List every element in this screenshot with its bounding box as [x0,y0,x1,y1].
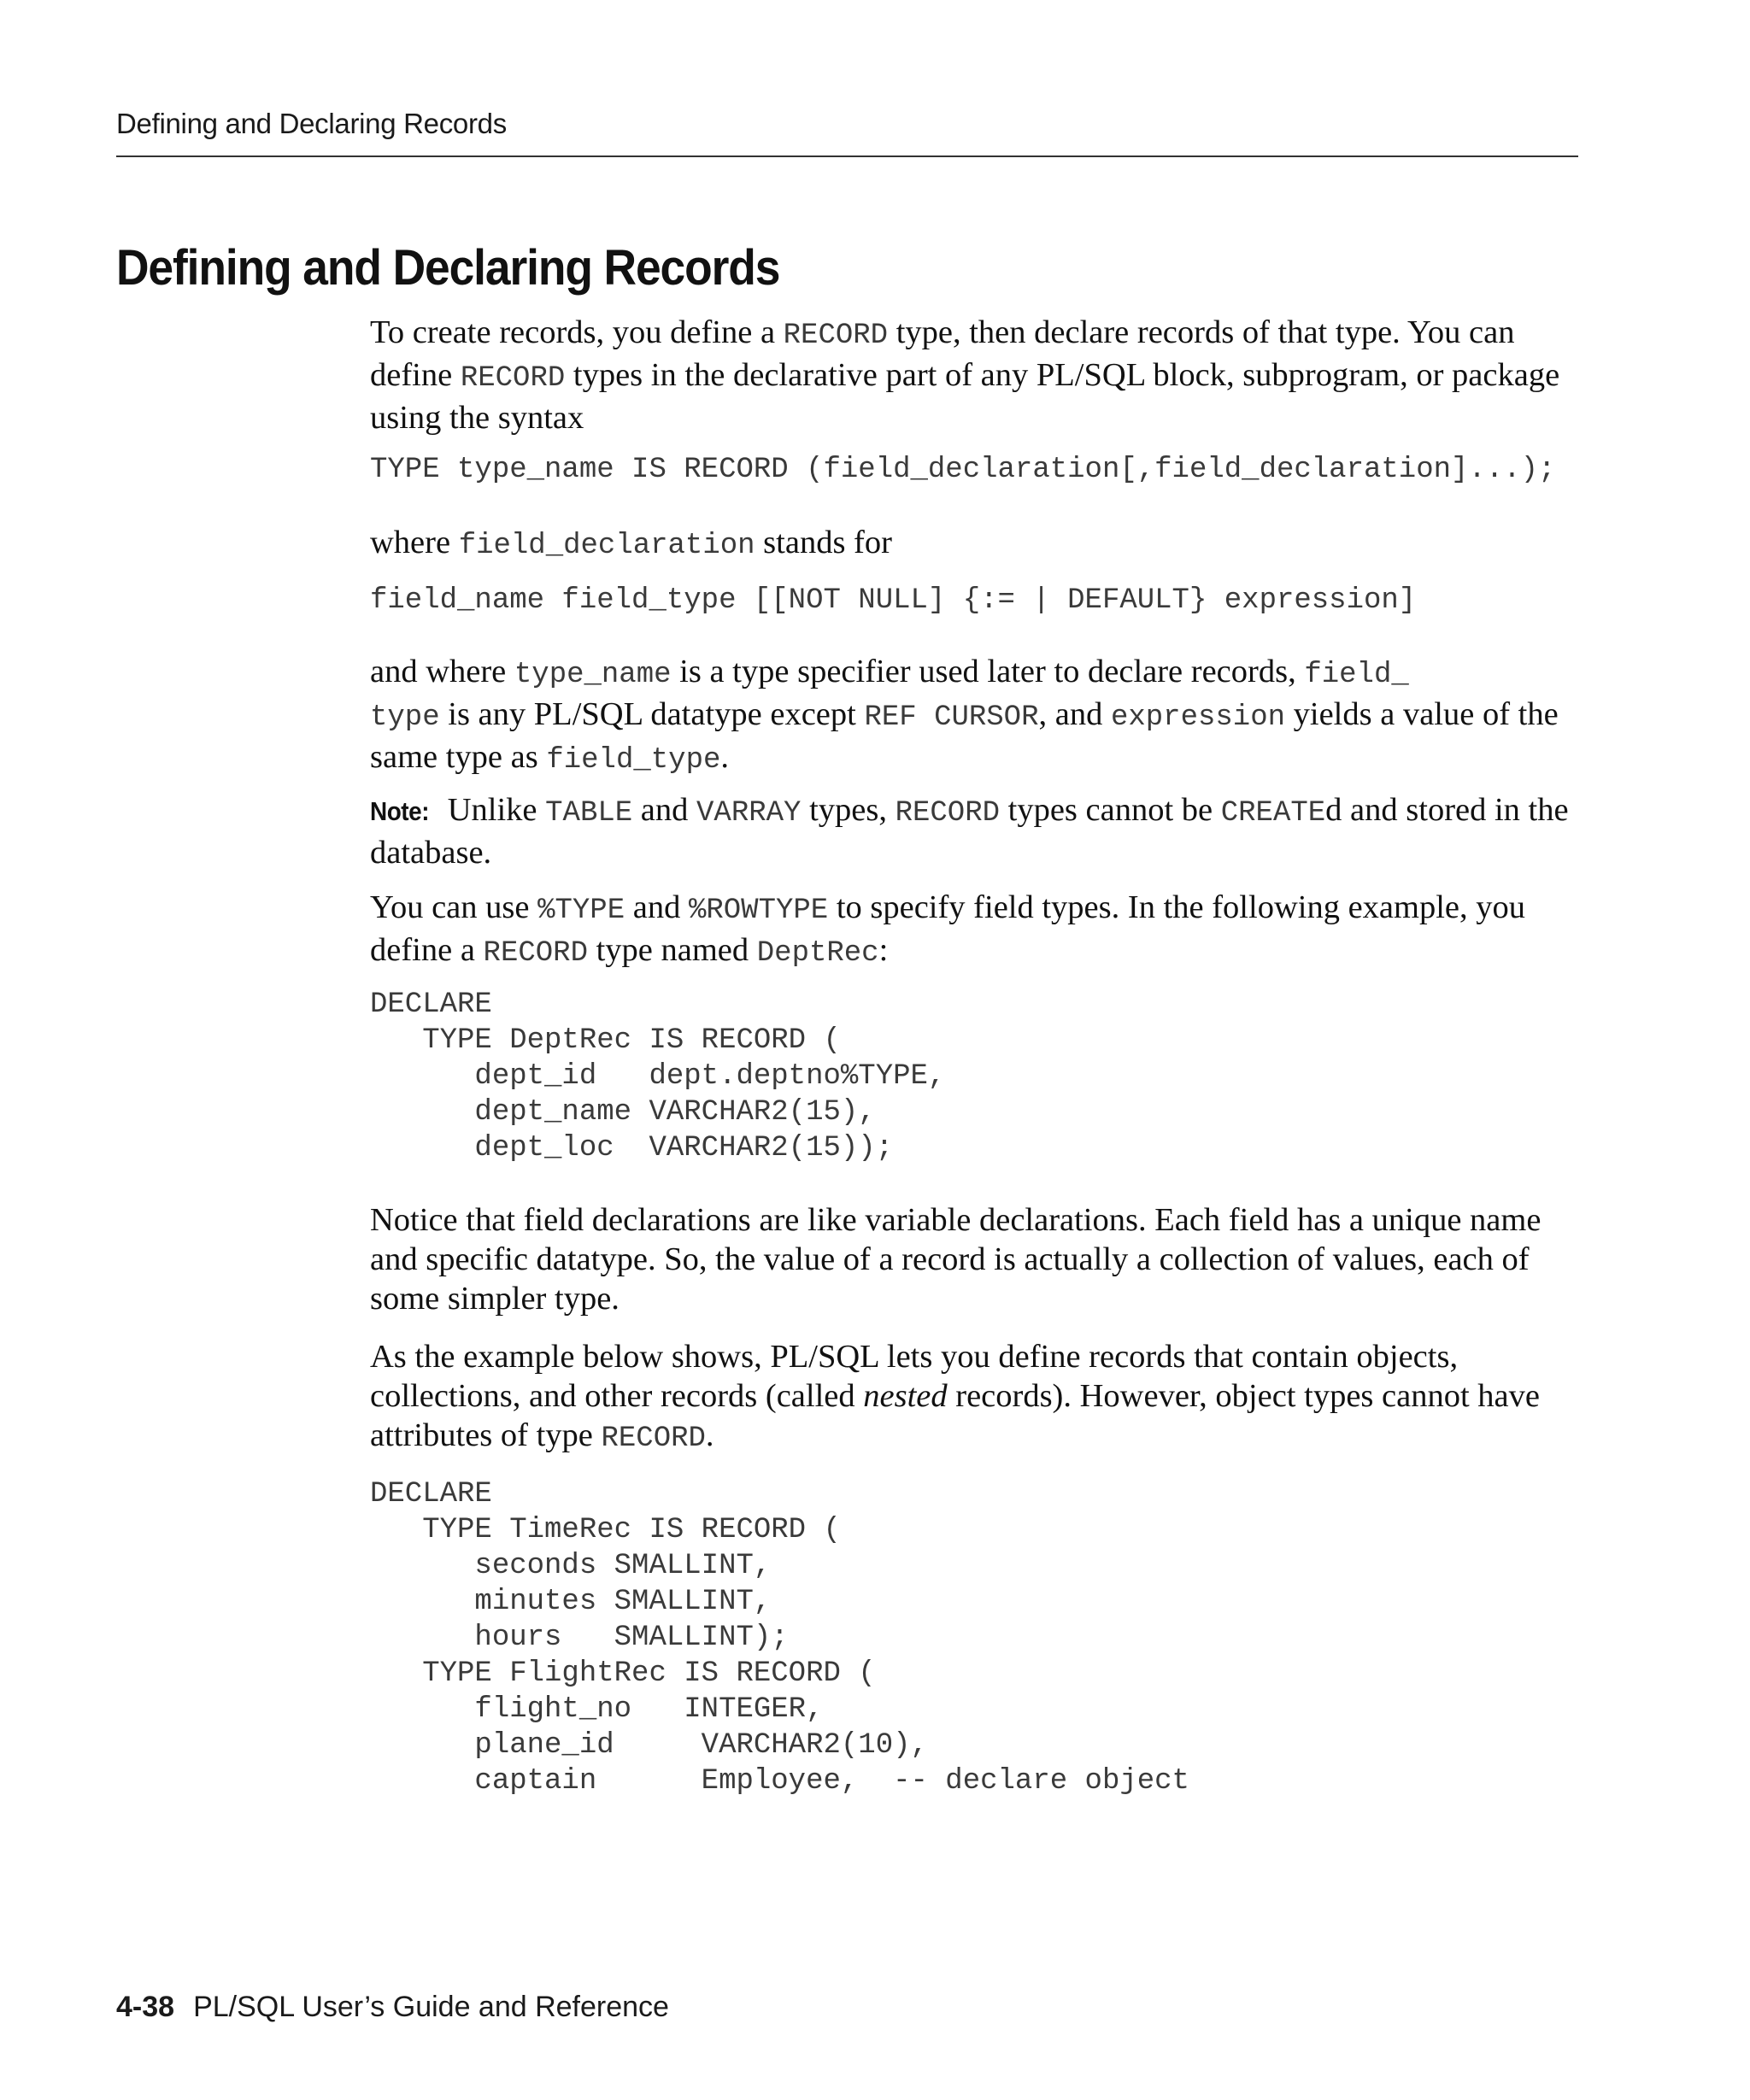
book-title: PL/SQL User’s Guide and Reference [193,1991,669,2023]
inline-code: field_declaration [458,530,755,562]
inline-code: type [370,701,440,734]
inline-code: type_name [514,659,672,691]
code-nested-example: DECLARE TYPE TimeRec IS RECORD ( seconds SMALLINT, minutes SMALLINT, hours SMALLINT); TYPE FlightRec IS RECORD ( flight_no INTEGER, plane_id VARCHAR2(10), captain Employee, -- declare object [370,1478,1189,1798]
definition-paragraph: and where type_name is a type specifier used later to declare records, field_ type is any PL/SQL datatype except REF CURSOR, and expression yields a value of the same type as field_type. [370,654,1559,777]
inline-code: CREATE [1220,797,1326,830]
inline-code: DeptRec [756,937,879,970]
inline-code: RECORD [783,320,889,352]
running-head: Defining and Declaring Records [116,108,507,139]
inline-code: REF CURSOR [864,701,1039,734]
rowtype-paragraph: You can use %TYPE and %ROWTYPE to specify field types. In the following example, you define a RECORD type named DeptRec: [370,889,1525,970]
intro-paragraph: To create records, you define a RECORD type, then declare records of that type. You can define RECORD types in the declarative part of any PL/SQL block, subprogram, or package using the syntax [370,314,1560,436]
section-title: Defining and Declaring Records [116,240,780,296]
where-paragraph: where field_declaration stands for [370,525,892,562]
inline-code: expression [1110,701,1286,734]
nested-paragraph: As the example below shows, PL/SQL lets you define records that contain objects, collections, and other records (called nested records). However, object types cannot have attributes of type RECORD. [370,1339,1540,1455]
code-deptrec-example: DECLARE TYPE DeptRec IS RECORD ( dept_id dept.deptno%TYPE, dept_name VARCHAR2(15), dept_loc VARCHAR2(15)); [370,988,946,1164]
inline-code: RECORD [483,937,588,970]
code-field-declaration: field_name field_type [[NOT NULL] {:= | DEFAULT} expression] [370,584,1417,617]
code-syntax: TYPE type_name IS RECORD (field_declaration[,field_declaration]...); [370,454,1556,486]
inline-code: %TYPE [537,895,625,927]
note-paragraph: Note: Unlike TABLE and VARRAY types, RECORD types cannot be CREATEd and stored in the database. [370,792,1569,871]
inline-code: RECORD [895,797,1001,830]
inline-code: field_type [546,744,721,777]
inline-code: VARRAY [696,797,802,830]
page-number: 4-38 [116,1991,175,2023]
inline-code: RECORD [601,1422,706,1455]
emphasis: nested [863,1378,948,1414]
header-rule [116,155,1578,157]
inline-code: %ROWTYPE [688,895,829,927]
inline-code: field_ [1304,659,1409,691]
notice-paragraph: Notice that field declarations are like variable declarations. Each field has a unique name and specific datatype. So, the value of a record is actually a collection of values, each of some simpler type. [370,1202,1542,1317]
page-footer [116,1991,669,2024]
inline-code: RECORD [460,362,566,395]
inline-code: TABLE [545,797,633,830]
note-label: Note: [370,796,430,826]
